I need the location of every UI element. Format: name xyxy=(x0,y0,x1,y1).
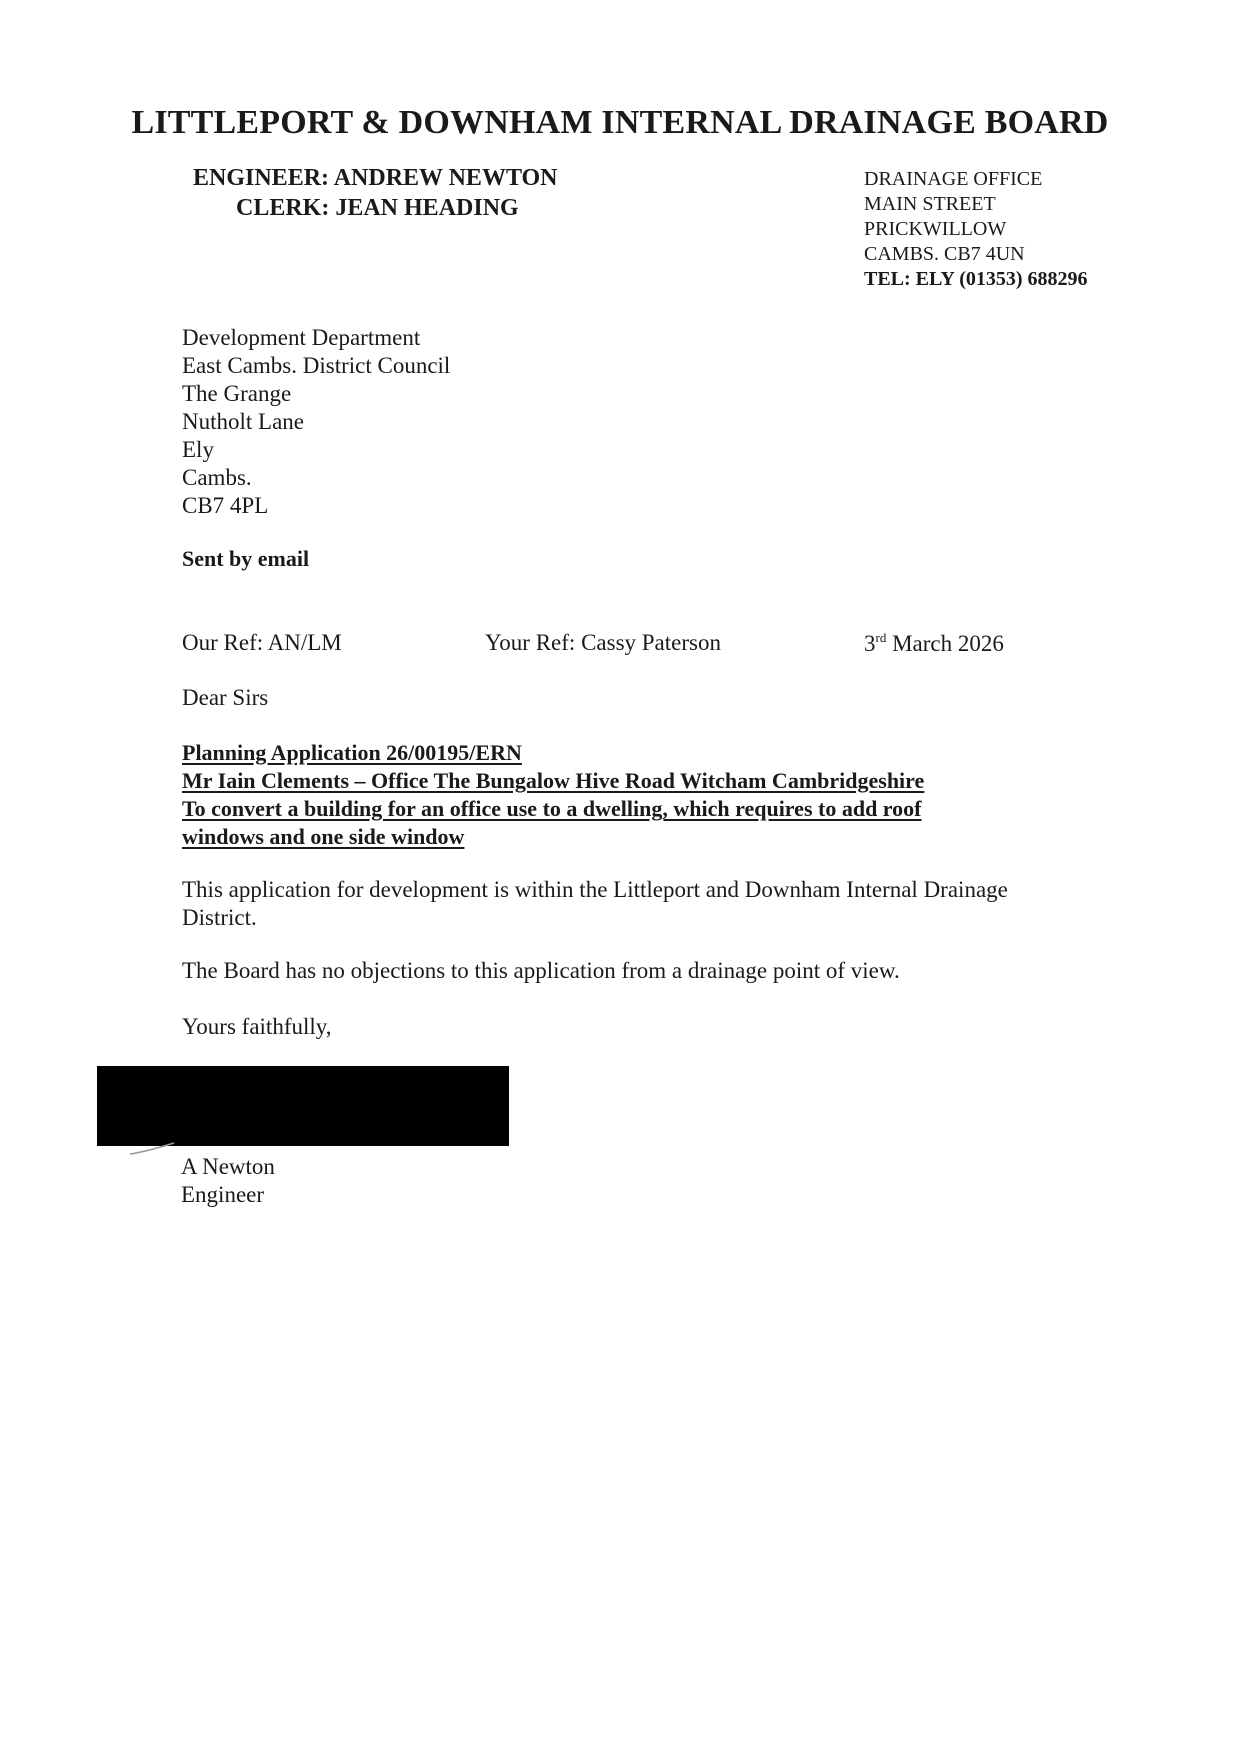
date-suffix: rd xyxy=(875,630,887,645)
letter-date xyxy=(864,630,1004,657)
recipient-line: Cambs. xyxy=(182,465,252,490)
closing: Yours faithfully, xyxy=(182,1014,332,1039)
recipient-address xyxy=(182,324,450,520)
date-day: 3 xyxy=(864,631,876,656)
signatory-name: A Newton xyxy=(181,1154,275,1179)
office-telephone: TEL: ELY (01353) 688296 xyxy=(864,268,1088,290)
body-paragraph-decision: The Board has no objections to this application from a drainage point of view. xyxy=(182,958,900,983)
board-title: LITTLEPORT & DOWNHAM INTERNAL DRAINAGE BOARD xyxy=(131,104,1109,141)
signatory xyxy=(181,1153,275,1209)
proposal-description-continued: windows and one side window xyxy=(182,824,465,849)
our-reference: Our Ref: AN/LM xyxy=(182,630,342,655)
signature-redaction xyxy=(97,1066,509,1146)
proposal-description: To convert a building for an office use to a dwelling, which requires to add roof xyxy=(182,796,922,821)
clerk-name: CLERK: JEAN HEADING xyxy=(236,195,519,221)
office-address xyxy=(864,167,1088,292)
applicant-details: Mr Iain Clements – Office The Bungalow Hive Road Witcham Cambridgeshire xyxy=(182,768,925,793)
recipient-line: East Cambs. District Council xyxy=(182,353,451,378)
salutation: Dear Sirs xyxy=(182,685,269,710)
application-number: Planning Application 26/00195/ERN xyxy=(182,740,522,765)
body-paragraph-district xyxy=(182,876,1008,932)
delivery-note: Sent by email xyxy=(182,546,310,571)
signatory-title: Engineer xyxy=(181,1182,265,1207)
your-reference: Your Ref: Cassy Paterson xyxy=(485,630,721,655)
recipient-line: Nutholt Lane xyxy=(182,409,304,434)
office-address-line: MAIN STREET xyxy=(864,193,996,215)
office-address-line: CAMBS. CB7 4UN xyxy=(864,243,1025,265)
recipient-line: Development Department xyxy=(182,325,421,350)
office-address-line: DRAINAGE OFFICE xyxy=(864,168,1043,190)
body-text-line: District. xyxy=(182,905,257,930)
recipient-line: CB7 4PL xyxy=(182,493,269,518)
subject-block xyxy=(182,739,924,851)
office-address-line: PRICKWILLOW xyxy=(864,218,1007,240)
engineer-name: ENGINEER: ANDREW NEWTON xyxy=(193,165,558,191)
date-month-year: March 2026 xyxy=(886,631,1004,656)
recipient-line: The Grange xyxy=(182,381,292,406)
body-text-line: This application for development is within the Littleport and Downham Internal Drainage xyxy=(182,877,1008,902)
recipient-line: Ely xyxy=(182,437,214,462)
signature-stroke xyxy=(126,1138,186,1158)
